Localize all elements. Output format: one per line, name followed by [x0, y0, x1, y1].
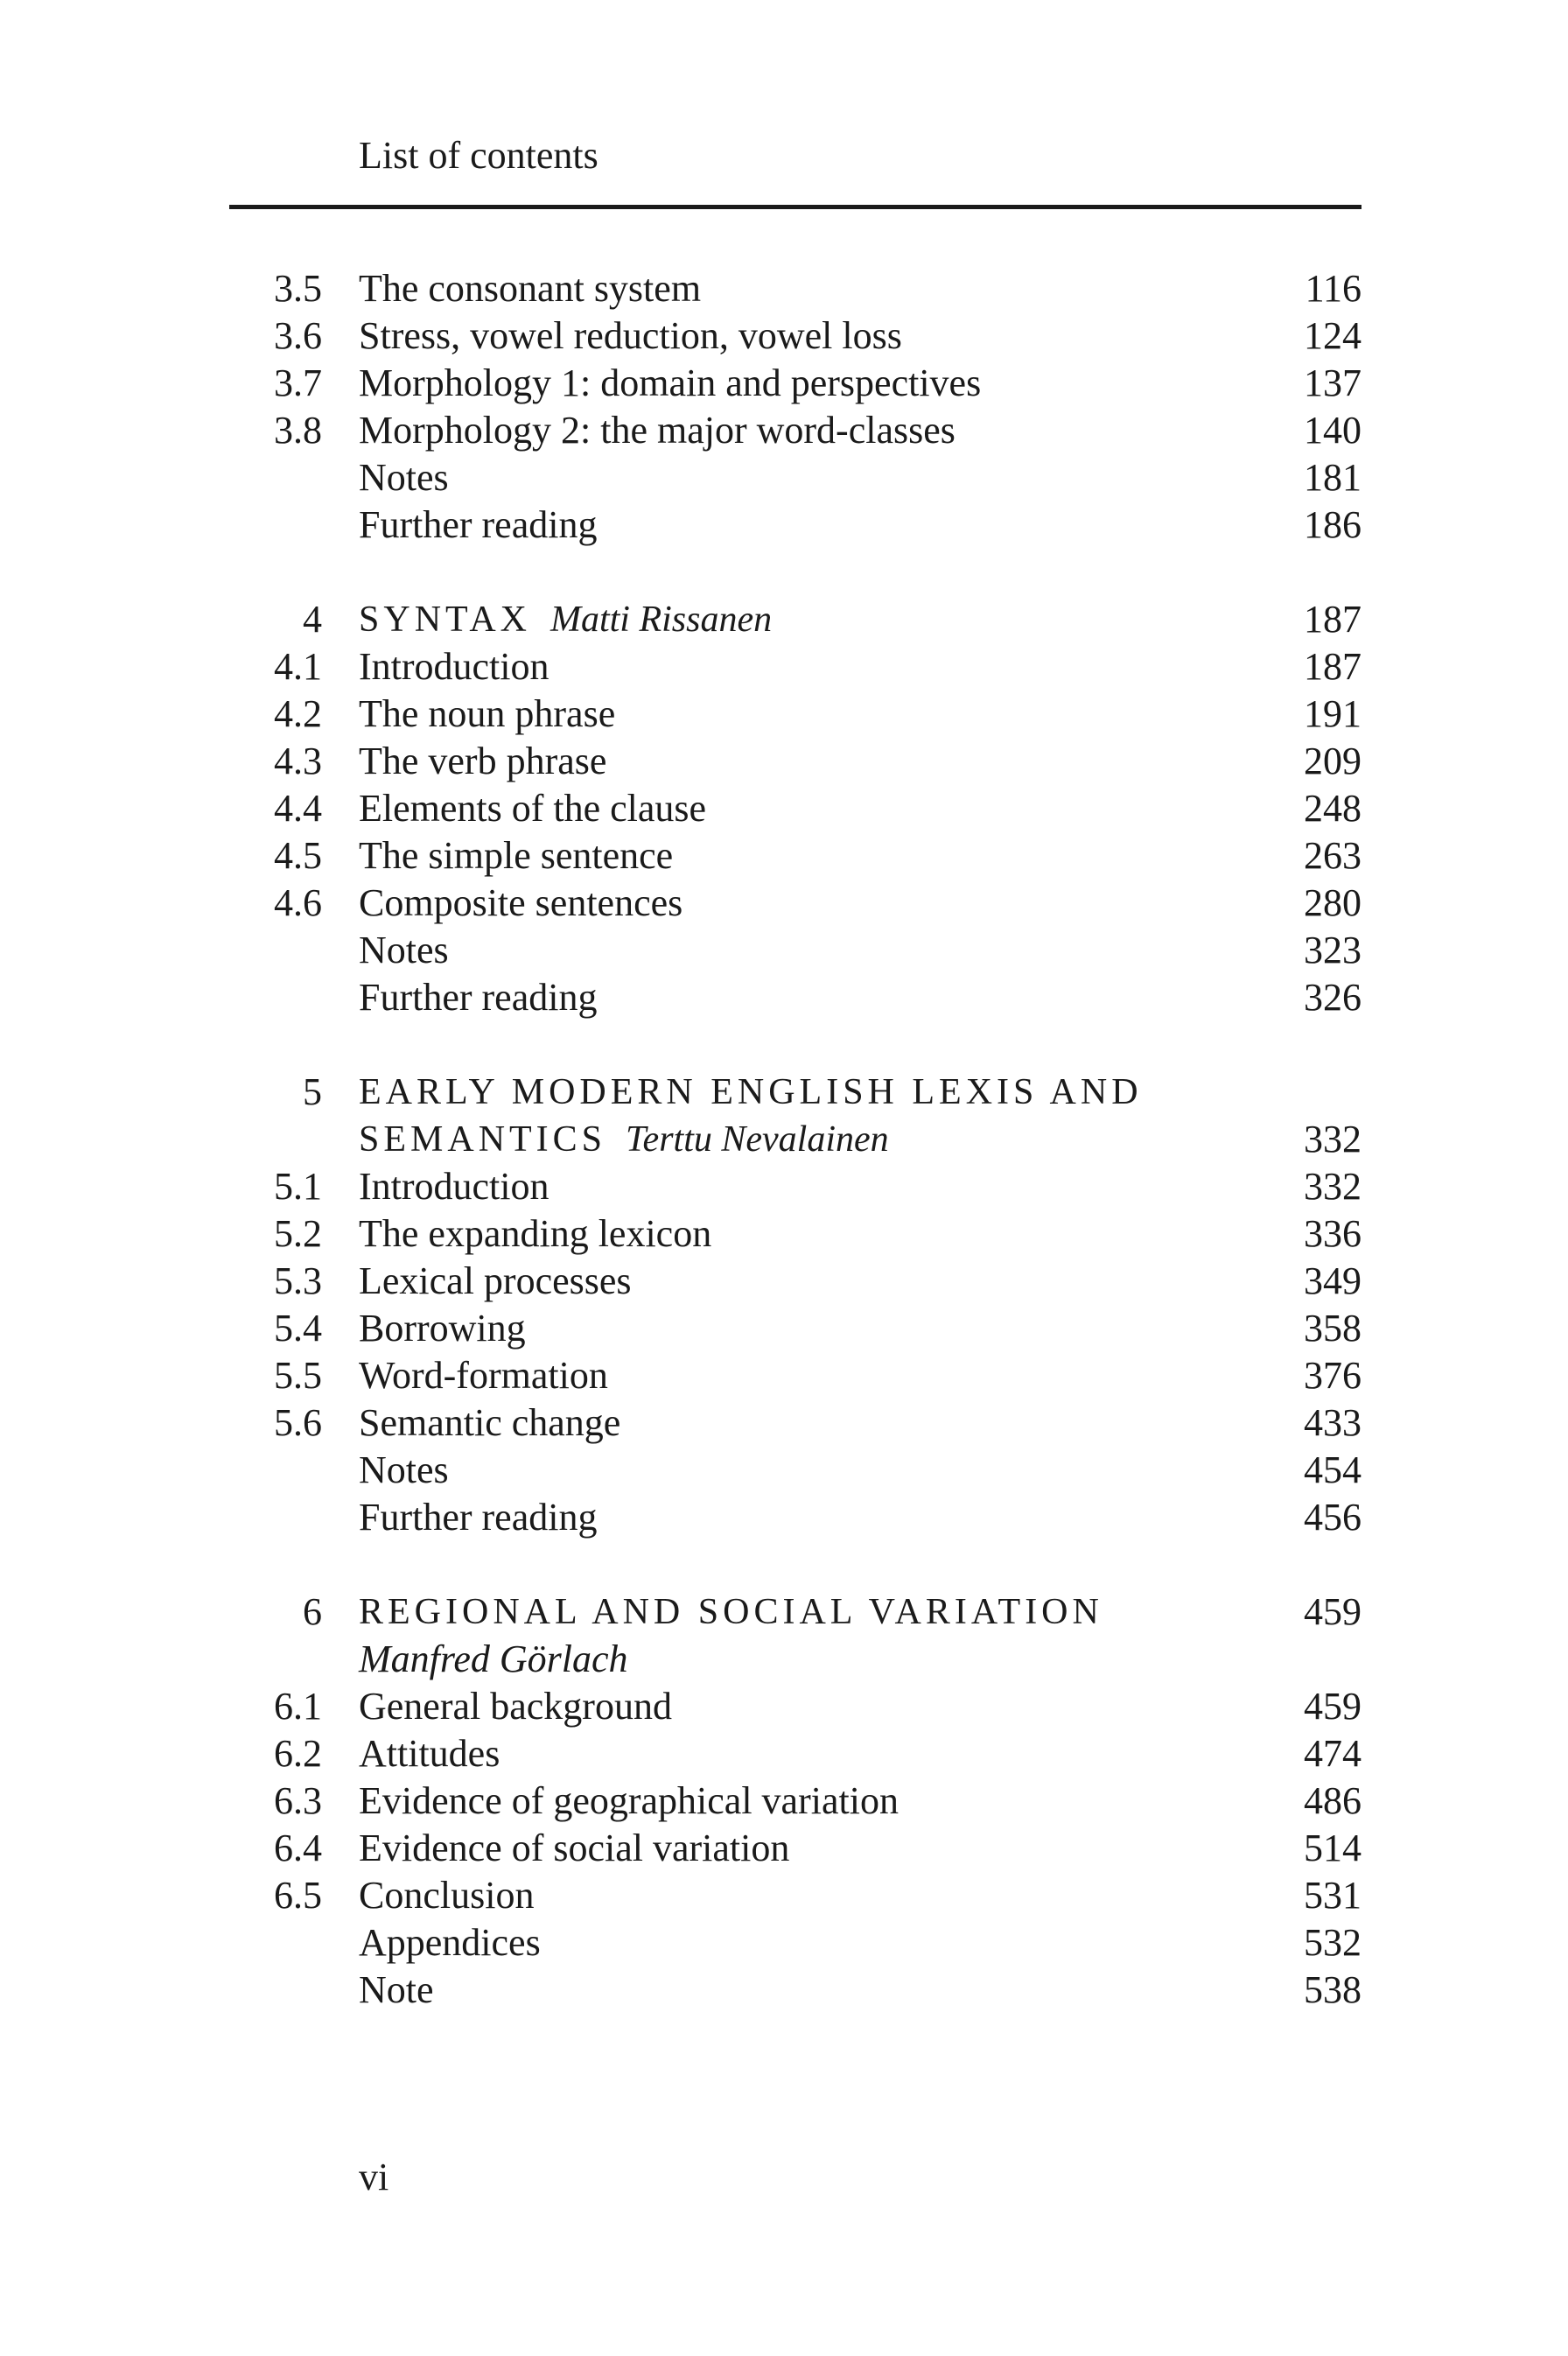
entry-number: 5.1 [274, 1165, 322, 1208]
entry-page: 186 [1304, 503, 1362, 546]
chapter-title: SEMANTICS [359, 1119, 607, 1160]
toc-entry [0, 737, 1568, 786]
entry-page: 326 [1304, 976, 1362, 1019]
entry-page: 456 [1304, 1496, 1362, 1539]
entry-number: 5.5 [274, 1354, 322, 1397]
chapter-author-row [0, 1635, 1568, 1684]
chapter-heading [0, 1588, 1568, 1637]
entry-title: The expanding lexicon [359, 1212, 712, 1255]
entry-title: Word-formation [359, 1354, 608, 1397]
toc-entry [0, 1824, 1568, 1873]
entry-page: 332 [1304, 1165, 1362, 1208]
toc-entry [0, 1918, 1568, 1967]
chapter-number: 5 [303, 1070, 322, 1113]
toc-entry [0, 973, 1568, 1022]
toc-entry [0, 1493, 1568, 1542]
entry-number: 5.6 [274, 1401, 322, 1444]
entry-title: Further reading [359, 976, 598, 1019]
entry-page: 140 [1304, 409, 1362, 452]
entry-page: 124 [1304, 314, 1362, 357]
entry-number: 5.3 [274, 1259, 322, 1302]
entry-page: 248 [1304, 787, 1362, 830]
chapter-heading [0, 595, 1568, 644]
entry-title: Morphology 1: domain and perspectives [359, 361, 982, 404]
toc-entry [0, 406, 1568, 455]
entry-page: 323 [1304, 929, 1362, 971]
entry-title: Further reading [359, 503, 598, 546]
entry-title: Evidence of social variation [359, 1827, 790, 1869]
chapter-number: 6 [303, 1590, 322, 1633]
chapter-page: 187 [1304, 598, 1362, 641]
entry-number: 5.2 [274, 1212, 322, 1255]
chapter-author: Manfred Görlach [359, 1637, 628, 1680]
chapter-author: Terttu Nevalainen [626, 1119, 889, 1160]
toc-entry [0, 1729, 1568, 1778]
chapter-title: SYNTAX [359, 600, 531, 640]
entry-title: Elements of the clause [359, 787, 707, 830]
running-head: List of contents [359, 134, 598, 177]
toc-entry [0, 1162, 1568, 1211]
entry-title: Notes [359, 456, 449, 499]
chapter-title: REGIONAL AND SOCIAL VARIATION [359, 1592, 1103, 1632]
toc-entry [0, 642, 1568, 691]
chapter-heading-continued [0, 1115, 1568, 1164]
entry-number: 4.3 [274, 740, 322, 782]
toc-entry [0, 1351, 1568, 1400]
entry-title: The consonant system [359, 267, 702, 310]
toc-entry [0, 1777, 1568, 1826]
toc-entry [0, 1304, 1568, 1353]
entry-page: 116 [1305, 267, 1362, 310]
entry-page: 532 [1304, 1921, 1362, 1964]
entry-title: Stress, vowel reduction, vowel loss [359, 314, 902, 357]
toc-entry [0, 1682, 1568, 1731]
entry-title: Lexical processes [359, 1259, 632, 1302]
entry-title: Appendices [359, 1921, 541, 1964]
toc-entry [0, 784, 1568, 833]
entry-title: Notes [359, 1448, 449, 1491]
toc-entry [0, 926, 1568, 975]
chapter-number: 4 [303, 598, 322, 641]
entry-page: 454 [1304, 1448, 1362, 1491]
header-rule [229, 205, 1362, 209]
entry-page: 474 [1304, 1732, 1362, 1775]
entry-page: 531 [1304, 1874, 1362, 1917]
entry-title: Evidence of geographical variation [359, 1779, 899, 1822]
chapter-page: 459 [1304, 1590, 1362, 1633]
toc-entry [0, 690, 1568, 739]
entry-title: General background [359, 1685, 672, 1728]
toc-entry [0, 1446, 1568, 1495]
toc-entry [0, 453, 1568, 502]
entry-number: 6.5 [274, 1874, 322, 1917]
entry-number: 6.2 [274, 1732, 322, 1775]
entry-title: Notes [359, 929, 449, 971]
toc-entry [0, 312, 1568, 361]
entry-page: 336 [1304, 1212, 1362, 1255]
entry-number: 6.1 [274, 1685, 322, 1728]
entry-page: 459 [1304, 1685, 1362, 1728]
entry-title: Composite sentences [359, 881, 683, 924]
entry-page: 181 [1304, 456, 1362, 499]
chapter-title-line2 [359, 1115, 889, 1164]
toc-entry [0, 879, 1568, 928]
entry-title: Introduction [359, 645, 550, 688]
entry-page: 349 [1304, 1259, 1362, 1302]
chapter-title-line1: EARLY MODERN ENGLISH LEXIS AND [359, 1072, 1143, 1112]
entry-page: 538 [1304, 1968, 1362, 2011]
toc-entry [0, 1257, 1568, 1306]
toc-entry [0, 1399, 1568, 1448]
entry-number: 4.4 [274, 787, 322, 830]
entry-page: 263 [1304, 834, 1362, 877]
entry-page: 514 [1304, 1827, 1362, 1869]
entry-number: 4.2 [274, 692, 322, 735]
entry-title: Note [359, 1968, 434, 2011]
entry-title: The simple sentence [359, 834, 674, 877]
entry-title: Semantic change [359, 1401, 621, 1444]
entry-page: 209 [1304, 740, 1362, 782]
entry-page: 486 [1304, 1779, 1362, 1822]
entry-title: Further reading [359, 1496, 598, 1539]
toc-entry [0, 264, 1568, 313]
entry-page: 191 [1304, 692, 1362, 735]
entry-title: The noun phrase [359, 692, 616, 735]
entry-number: 5.4 [274, 1307, 322, 1350]
entry-page: 187 [1304, 645, 1362, 688]
entry-page: 280 [1304, 881, 1362, 924]
toc-entry [0, 1966, 1568, 2015]
entry-title: Conclusion [359, 1874, 535, 1917]
chapter-title-line [359, 595, 772, 644]
entry-page: 433 [1304, 1401, 1362, 1444]
toc-entry [0, 359, 1568, 408]
entry-number: 3.8 [274, 409, 322, 452]
entry-number: 3.5 [274, 267, 322, 310]
entry-page: 358 [1304, 1307, 1362, 1350]
chapter-page: 332 [1304, 1118, 1362, 1160]
chapter-heading [0, 1068, 1568, 1117]
toc-entry [0, 831, 1568, 880]
entry-number: 3.6 [274, 314, 322, 357]
entry-page: 376 [1304, 1354, 1362, 1397]
entry-number: 6.4 [274, 1827, 322, 1869]
chapter-author: Matti Rissanen [550, 600, 773, 640]
entry-title: Borrowing [359, 1307, 526, 1350]
page-number: vi [359, 2156, 389, 2198]
entry-title: Morphology 2: the major word-classes [359, 409, 956, 452]
entry-title: Attitudes [359, 1732, 500, 1775]
entry-title: The verb phrase [359, 740, 607, 782]
entry-number: 4.5 [274, 834, 322, 877]
toc-entry [0, 1210, 1568, 1259]
entry-page: 137 [1304, 361, 1362, 404]
entry-number: 3.7 [274, 361, 322, 404]
entry-title: Introduction [359, 1165, 550, 1208]
entry-number: 6.3 [274, 1779, 322, 1822]
entry-number: 4.6 [274, 881, 322, 924]
toc-entry [0, 501, 1568, 550]
entry-number: 4.1 [274, 645, 322, 688]
toc-entry [0, 1871, 1568, 1920]
